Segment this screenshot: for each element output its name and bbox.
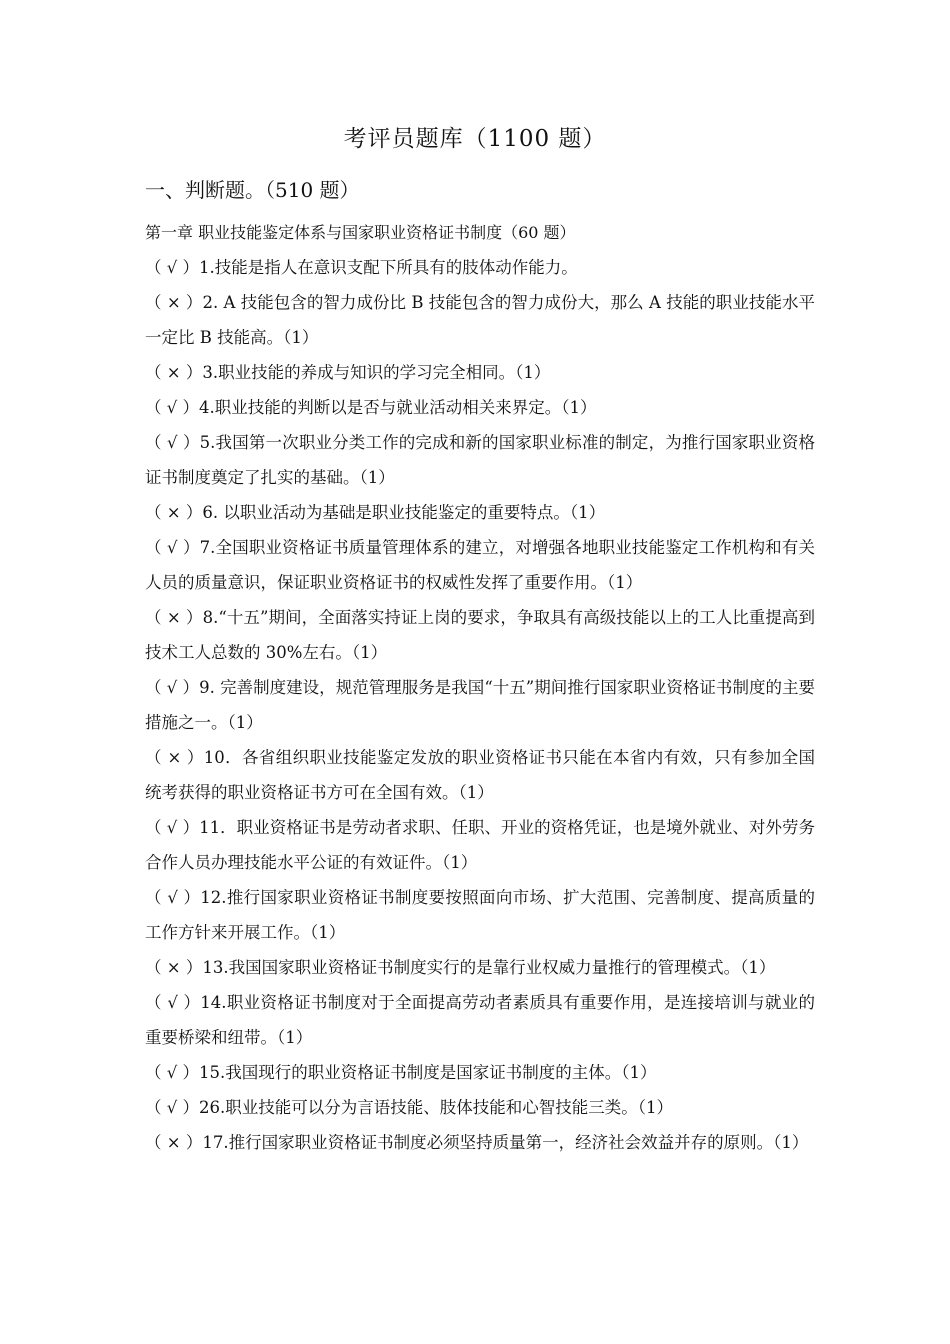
answer-mark: （ × ） xyxy=(145,363,203,382)
question-text: 14.职业资格证书制度对于全面提高劳动者素质具有重要作用，是连接培训与就业的重要桥梁和纽带。（1） xyxy=(145,993,815,1047)
question-item xyxy=(145,950,815,985)
answer-mark: （ √ ） xyxy=(145,398,200,417)
question-item xyxy=(145,495,815,530)
question-text: 11．职业资格证书是劳动者求职、任职、开业的资格凭证，也是境外就业、对外劳务合作人员办理技能水平公证的有效证件。（1） xyxy=(145,818,815,872)
question-text: 2. A 技能包含的智力成份比 B 技能包含的智力成份大，那么 A 技能的职业技能水平一定比 B 技能高。（1） xyxy=(145,293,815,347)
question-item xyxy=(145,1125,815,1160)
question-item xyxy=(145,425,815,495)
question-text: 3.职业技能的养成与知识的学习完全相同。（1） xyxy=(202,363,551,382)
question-item xyxy=(145,390,815,425)
document-title: 考评员题库（1100 题） xyxy=(343,126,607,152)
question-item xyxy=(145,810,815,880)
question-item xyxy=(145,1090,815,1125)
chapter-heading: 第一章 职业技能鉴定体系与国家职业资格证书制度（60 题） xyxy=(145,223,576,242)
question-item xyxy=(145,355,815,390)
answer-mark: （ × ） xyxy=(145,503,203,522)
question-text: 26.职业技能可以分为言语技能、肢体技能和心智技能三类。（1） xyxy=(199,1098,674,1117)
question-item xyxy=(145,740,815,810)
question-text: 15.我国现行的职业资格证书制度是国家证书制度的主体。（1） xyxy=(199,1063,657,1082)
answer-mark: （ × ） xyxy=(145,608,203,627)
question-text: 8.“十五”期间，全面落实持证上岗的要求，争取具有高级技能以上的工人比重提高到技术工人总数的 30%左右。（1） xyxy=(145,608,815,662)
question-item xyxy=(145,985,815,1055)
answer-mark: （ √ ） xyxy=(145,993,201,1012)
question-text: 10．各省组织职业技能鉴定发放的职业资格证书只能在本省内有效，只有参加全国统考获得的职业资格证书方可在全国有效。（1） xyxy=(145,748,815,802)
answer-mark: （ √ ） xyxy=(145,818,200,837)
question-item xyxy=(145,880,815,950)
question-list xyxy=(145,250,815,1160)
question-text: 13.我国国家职业资格证书制度实行的是靠行业权威力量推行的管理模式。（1） xyxy=(202,958,776,977)
question-item xyxy=(145,250,815,285)
question-text: 12.推行国家职业资格证书制度要按照面向市场、扩大范围、完善制度、提高质量的工作方针来开展工作。（1） xyxy=(145,888,815,942)
answer-mark: （ √ ） xyxy=(145,433,200,452)
document-body xyxy=(145,215,815,1160)
answer-mark: （ √ ） xyxy=(145,888,201,907)
question-item xyxy=(145,670,815,740)
answer-mark: （ × ） xyxy=(145,293,203,312)
answer-mark: （ √ ） xyxy=(145,678,200,697)
answer-mark: （ √ ） xyxy=(145,538,200,557)
question-text: 6. 以职业活动为基础是职业技能鉴定的重要特点。（1） xyxy=(202,503,606,522)
question-item xyxy=(145,530,815,600)
answer-mark: （ √ ） xyxy=(145,1063,200,1082)
question-item xyxy=(145,600,815,670)
question-text: 17.推行国家职业资格证书制度必须坚持质量第一，经济社会效益并存的原则。（1） xyxy=(202,1133,809,1152)
question-text: 4.职业技能的判断以是否与就业活动相关来界定。（1） xyxy=(199,398,597,417)
answer-mark: （ × ） xyxy=(145,1133,203,1152)
question-text: 5.我国第一次职业分类工作的完成和新的国家职业标准的制定，为推行国家职业资格证书制度奠定了扎实的基础。（1） xyxy=(145,433,815,487)
answer-mark: （ × ） xyxy=(145,958,203,977)
answer-mark: （ √ ） xyxy=(145,1098,200,1117)
section-heading: 一、判断题。（510 题） xyxy=(145,178,360,202)
question-item xyxy=(145,1055,815,1090)
question-text: 1.技能是指人在意识支配下所具有的肢体动作能力。 xyxy=(199,258,578,277)
answer-mark: （ √ ） xyxy=(145,258,200,277)
question-item xyxy=(145,285,815,355)
question-text: 7.全国职业资格证书质量管理体系的建立，对增强各地职业技能鉴定工作机构和有关人员的质量意识，保证职业资格证书的权威性发挥了重要作用。（1） xyxy=(145,538,815,592)
answer-mark: （ × ） xyxy=(145,748,204,767)
question-text: 9. 完善制度建设，规范管理服务是我国“十五”期间推行国家职业资格证书制度的主要措施之一。（1） xyxy=(145,678,816,732)
